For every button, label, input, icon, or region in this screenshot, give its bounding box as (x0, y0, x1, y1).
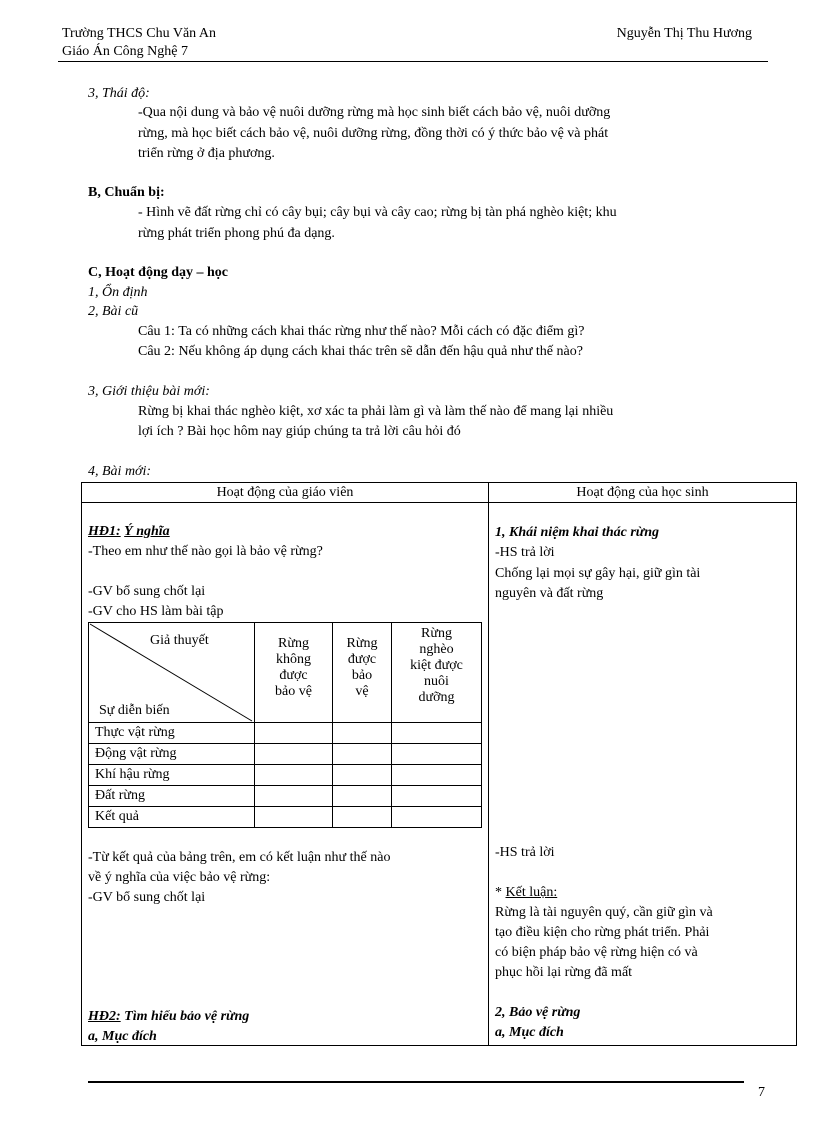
prep-line: rừng phát triển phong phú đa dạng. (138, 226, 335, 241)
table-border-left (81, 482, 82, 1046)
attitude-line: triển rừng ở địa phương. (138, 146, 275, 161)
intro-line: lợi ích ? Bài học hôm nay giúp chúng ta trả lời câu hỏi đó (138, 424, 461, 439)
attitude-line: -Qua nội dung và bảo vệ nuôi dưỡng rừng mà học sinh biết cách bảo vệ, nuôi dưỡng (138, 105, 611, 120)
conclusion-bullet: * (495, 885, 506, 900)
student-purpose: a, Mục đích (495, 1025, 564, 1040)
question-2: Câu 2: Nếu không áp dụng cách khai thác trên sẽ dẫn đến hậu quả như thế nào? (138, 344, 583, 359)
conclusion-line: Rừng là tài nguyên quý, cần giữ gìn và (495, 905, 713, 920)
student-answer-line: Chống lại mọi sự gây hại, giữ gìn tài (495, 566, 701, 581)
column-header-unprotected: Rừng không được bảo vệ (275, 636, 312, 699)
prep-line: - Hình vẽ đất rừng chỉ có cây bụi; cây bụi và cây cao; rừng bị tàn phá nghèo kiệt; khu (138, 205, 617, 220)
row-label: Đất rừng (95, 788, 145, 803)
old-lesson-heading: 2, Bài cũ (88, 304, 139, 319)
header-subject: Giáo Án Công Nghệ 7 (62, 44, 188, 59)
conclusion-label: Kết luận: (505, 885, 558, 900)
header-teacher: Nguyễn Thị Thu Hương (616, 26, 752, 41)
row-label: Động vật rừng (95, 746, 177, 761)
header-school: Trường THCS Chu Văn An (62, 26, 216, 41)
corner-bottom-label: Sự diễn biến (99, 703, 170, 718)
row-label: Khí hậu rừng (95, 767, 170, 782)
student-answer-2: -HS trả lời (495, 845, 555, 860)
hd1-label: HĐ1: (88, 524, 121, 539)
exercise-table-right (481, 622, 482, 828)
student-column-header: Hoạt động của học sinh (576, 485, 709, 500)
prep-heading: B, Chuẩn bị: (88, 185, 165, 200)
student-answer-1: -HS trả lời (495, 545, 555, 560)
table-border-bottom (81, 1045, 797, 1046)
table-border-right (796, 482, 797, 1046)
table-column-divider (488, 482, 489, 1046)
activities-heading: C, Hoạt động dạy – học (88, 265, 229, 280)
conclusion-heading (495, 883, 557, 903)
hd2-label: HĐ2: (88, 1009, 121, 1024)
stabilize-heading: 1, Ổn định (88, 285, 148, 300)
column-header-restored: Rừng nghèo kiệt được nuôi dưỡng (410, 626, 463, 705)
row-label: Kết quả (95, 809, 139, 824)
attitude-line: rừng, mà học biết cách bảo vệ, nuôi dưỡng rừng, đồng thời có ý thức bảo vệ và phát (138, 126, 609, 141)
new-lesson-heading: 4, Bài mới: (88, 464, 152, 479)
attitude-heading: 3, Thái độ: (88, 86, 150, 101)
student-heading-2: 2, Bảo vệ rừng (495, 1005, 581, 1020)
teacher-column-header: Hoạt động của giáo viên (216, 485, 354, 500)
teacher-question-2: về ý nghĩa của việc bảo vệ rừng: (88, 870, 271, 885)
column-header-protected: Rừng được bảo vệ (346, 636, 378, 699)
intro-heading: 3, Giới thiệu bài mới: (88, 384, 210, 399)
row-label: Thực vật rừng (95, 725, 175, 740)
footer-rule (88, 1081, 744, 1083)
header-rule (58, 61, 768, 62)
conclusion-line: tạo điều kiện cho rừng phát triển. Phải (495, 925, 710, 940)
student-answer-line: nguyên và đất rừng (495, 586, 604, 601)
corner-top-label: Giả thuyết (150, 633, 209, 648)
conclusion-line: phục hồi lại rừng đã mất (495, 965, 633, 980)
conclusion-line: có biện pháp bảo vệ rừng hiện có và (495, 945, 698, 960)
hd1-title: Ý nghĩa (124, 524, 170, 539)
page-number: 7 (758, 1085, 765, 1100)
exercise-table-row-rule (88, 806, 482, 807)
hd2-heading (88, 1007, 249, 1027)
exercise-table-bottom (88, 827, 482, 828)
teacher-question-1: -Theo em như thế nào gọi là bảo vệ rừng? (88, 544, 323, 559)
teacher-conclude-1: -GV bổ sung chốt lại (88, 584, 206, 599)
teacher-conclude-2: -GV bổ sung chốt lại (88, 890, 206, 905)
hd2-title: Tìm hiểu bảo vệ rừng (120, 1009, 250, 1024)
intro-line: Rừng bị khai thác nghèo kiệt, xơ xác ta phải làm gì và làm thế nào để mang lại nhiều (138, 404, 614, 419)
hd1-heading (88, 522, 170, 542)
teacher-exercise: -GV cho HS làm bài tập (88, 604, 224, 619)
exercise-table-row-rule (88, 785, 482, 786)
student-heading-1: 1, Khái niệm khai thác rừng (495, 525, 659, 540)
teacher-purpose: a, Mục đích (88, 1029, 157, 1044)
teacher-question-2: -Từ kết quả của bảng trên, em có kết luận như thế nào (88, 850, 391, 865)
question-1: Câu 1: Ta có những cách khai thác rừng như thế nào? Mỗi cách có đặc điểm gì? (138, 324, 585, 339)
